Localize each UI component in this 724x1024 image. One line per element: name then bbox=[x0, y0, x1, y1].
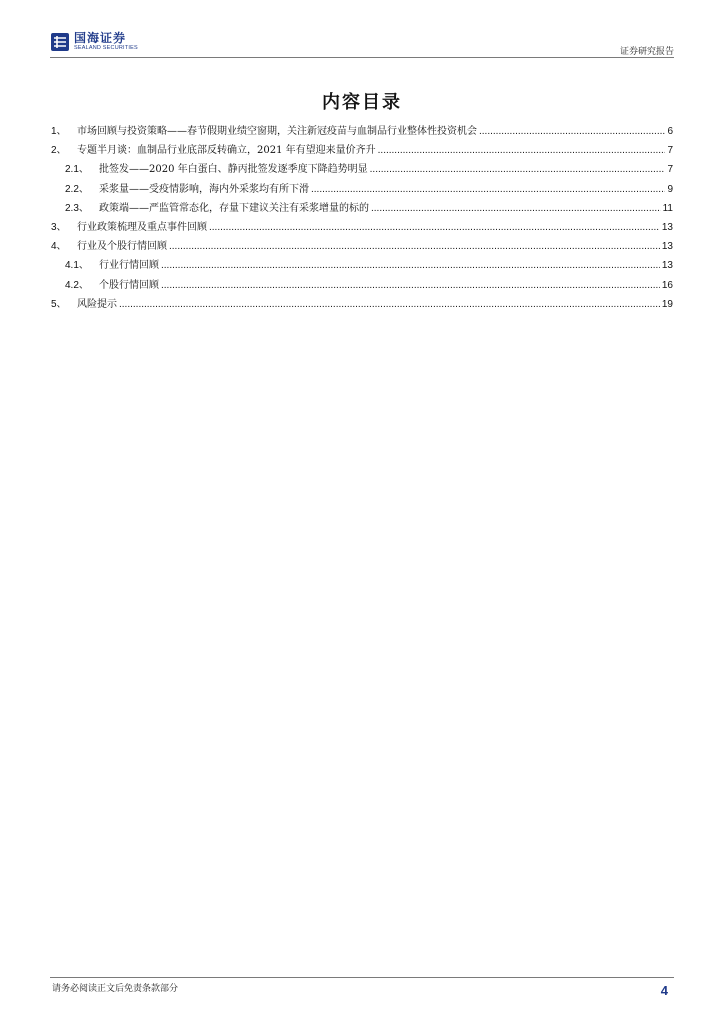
toc-entry-page: 13 bbox=[661, 241, 673, 253]
toc-entry-page: 6 bbox=[667, 126, 673, 137]
page-header bbox=[50, 30, 674, 58]
toc-entry-title: 政策端——严监管常态化，存量下建议关注有采浆增量的标的 bbox=[99, 202, 369, 214]
toc-dot-leader bbox=[161, 280, 660, 291]
toc-entry-page: 13 bbox=[661, 221, 673, 233]
toc-entry-page: 16 bbox=[661, 279, 673, 291]
header-divider bbox=[50, 57, 674, 58]
toc-dot-leader bbox=[119, 299, 660, 310]
toc-entry-title: 风险提示 bbox=[77, 298, 117, 310]
toc-title: 内容目录 bbox=[322, 92, 402, 113]
toc-entry-2[interactable] bbox=[51, 141, 673, 160]
toc-dot-leader bbox=[161, 260, 660, 271]
toc-entry-number: 2、 bbox=[51, 145, 67, 157]
toc-entry-page: 19 bbox=[661, 298, 673, 310]
toc-entry-title: 市场回顾与投资策略——春节假期业绩空窗期，关注新冠疫苗与血制品行业整体性投资机会 bbox=[77, 126, 477, 137]
toc-dot-leader bbox=[479, 126, 665, 137]
logo-chinese-name: 国海证券 bbox=[74, 31, 127, 46]
toc-entry-number: 2.2、 bbox=[65, 183, 89, 195]
disclaimer-notice: 请务必阅读正文后免责条款部分 bbox=[52, 984, 179, 994]
toc-entry-number: 5、 bbox=[51, 298, 67, 310]
toc-dot-leader bbox=[169, 241, 660, 252]
toc-dot-leader bbox=[371, 203, 661, 214]
toc-entry-number: 4、 bbox=[51, 241, 67, 253]
toc-entry-title: 批签发——2020 年白蛋白、静丙批签发逐季度下降趋势明显 bbox=[99, 164, 368, 176]
toc-entry-number: 3、 bbox=[51, 221, 67, 233]
toc-entry-4-1[interactable] bbox=[51, 256, 673, 275]
toc-dot-leader bbox=[378, 145, 666, 156]
toc-entry-2-3[interactable] bbox=[51, 199, 673, 218]
company-logo bbox=[50, 32, 138, 52]
toc-entry-5[interactable] bbox=[51, 295, 673, 314]
toc-entry-page: 7 bbox=[667, 145, 673, 157]
toc-entry-title: 行业行情回顾 bbox=[99, 260, 159, 272]
toc-entry-number: 2.3、 bbox=[65, 202, 89, 214]
toc-dot-leader bbox=[209, 222, 660, 233]
toc-entry-page: 7 bbox=[667, 164, 673, 176]
toc-entry-title: 行业及个股行情回顾 bbox=[77, 241, 167, 253]
toc-entry-page: 13 bbox=[661, 260, 673, 272]
toc-entry-2-1[interactable] bbox=[51, 160, 673, 179]
document-type-label: 证券研究报告 bbox=[619, 47, 674, 57]
toc-entry-title: 采浆量——受疫情影响，海内外采浆均有所下滑 bbox=[99, 183, 309, 195]
toc-entry-number: 4.2、 bbox=[65, 279, 89, 291]
toc-entry-page: 11 bbox=[662, 202, 673, 214]
toc-entry-title: 个股行情回顾 bbox=[99, 279, 159, 291]
toc-entry-2-2[interactable] bbox=[51, 180, 673, 199]
toc-entry-page: 9 bbox=[667, 183, 673, 195]
table-of-contents bbox=[51, 122, 673, 314]
toc-entry-title: 专题半月谈：血制品行业底部反转确立，2021 年有望迎来量价齐升 bbox=[77, 145, 376, 157]
toc-entry-number: 4.1、 bbox=[65, 260, 89, 272]
toc-entry-4-2[interactable] bbox=[51, 276, 673, 295]
toc-dot-leader bbox=[370, 164, 666, 175]
toc-entry-4[interactable] bbox=[51, 237, 673, 256]
sealand-logo-icon bbox=[50, 32, 70, 52]
toc-entry-number: 1、 bbox=[51, 126, 67, 137]
toc-entry-number: 2.1、 bbox=[65, 164, 89, 176]
toc-entry-1[interactable] bbox=[51, 122, 673, 141]
toc-entry-title: 行业政策梳理及重点事件回顾 bbox=[77, 221, 207, 233]
toc-entry-3[interactable] bbox=[51, 218, 673, 237]
footer-divider bbox=[50, 977, 674, 978]
toc-dot-leader bbox=[311, 184, 665, 195]
logo-english-name: SEALAND SECURITIES bbox=[74, 45, 138, 52]
page-number: 4 bbox=[660, 983, 668, 998]
